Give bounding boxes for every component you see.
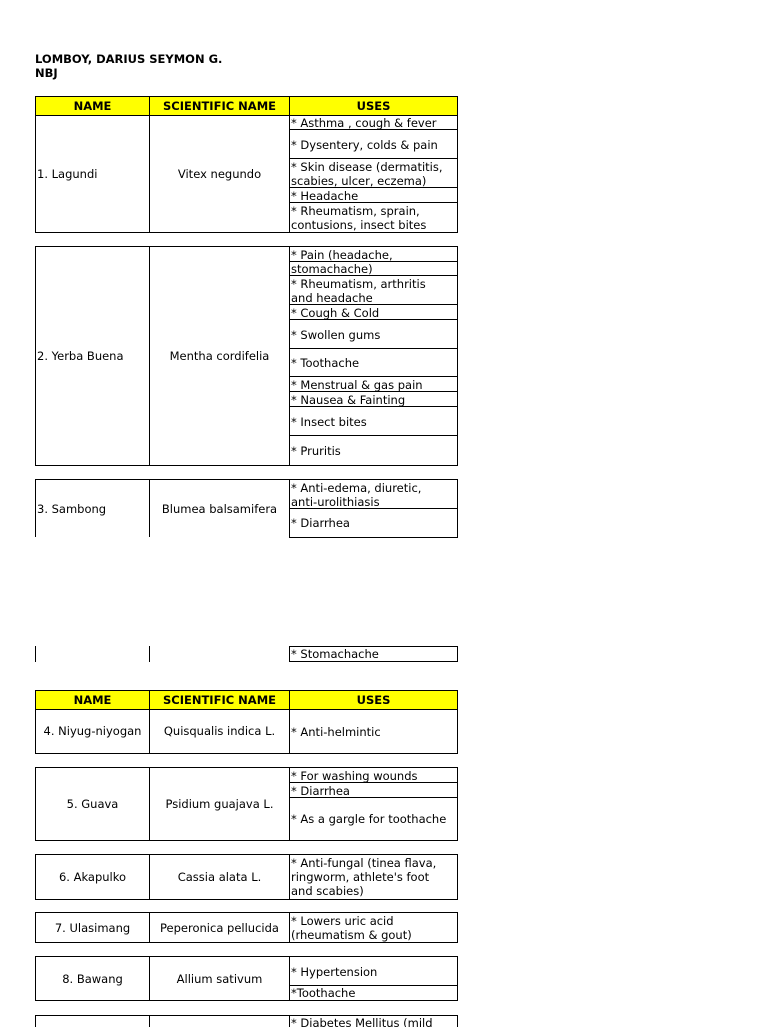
scientific-name: Vitex negundo (149, 115, 290, 233)
scientific-name: Peperonica pellucida (149, 912, 290, 943)
use-item: * Hypertension (289, 956, 458, 986)
use-item: * Skin disease (dermatitis, scabies, ulcer, eczema) (289, 158, 458, 188)
column-header-uses: USES (289, 690, 458, 710)
plant-name: 5. Guava (35, 767, 150, 841)
student-section: NBJ (35, 66, 58, 80)
use-item: * Headache (289, 187, 458, 203)
column-header-name: NAME (35, 96, 150, 116)
document-header (35, 52, 222, 80)
use-item: * Stomachache (289, 646, 458, 662)
plant-name: 3. Sambong (35, 479, 150, 537)
use-item: * Asthma , cough & fever (289, 115, 458, 130)
use-item: *Toothache (289, 985, 458, 1001)
use-item: * Diarrhea (289, 782, 458, 798)
scientific-name: Allium sativum (149, 956, 290, 1001)
scientific-name: Cassia alata L. (149, 854, 290, 900)
use-item: * Anti-helmintic (289, 709, 458, 754)
scientific-name: Quisqualis indica L. (149, 709, 290, 754)
use-item: * Menstrual & gas pain (289, 376, 458, 392)
plant-name: 7. Ulasimang (35, 912, 150, 943)
use-item: * Insect bites (289, 406, 458, 436)
scientific-name: Blumea balsamifera (149, 479, 290, 537)
scientific-name: Mentha cordifelia (149, 246, 290, 466)
plant-name: 2. Yerba Buena (35, 246, 150, 466)
use-item: * Nausea & Fainting (289, 391, 458, 407)
use-item: * Toothache (289, 348, 458, 377)
use-item: * Rheumatism, arthritis and headache (289, 275, 458, 305)
use-item: * Dysentery, colds & pain (289, 129, 458, 159)
use-item: * Pruritis (289, 435, 458, 466)
plant-name-continuation (35, 646, 150, 662)
use-item: * Anti-fungal (tinea flava, ringworm, athlete's foot and scabies) (289, 854, 458, 900)
plant-name: 8. Bawang (35, 956, 150, 1001)
column-header-uses: USES (289, 96, 458, 116)
scientific-name-continuation (149, 646, 290, 662)
use-item: * Pain (headache, stomachache) (289, 246, 458, 276)
student-name: LOMBOY, DARIUS SEYMON G. (35, 52, 223, 66)
use-item: * Rheumatism, sprain, contusions, insect bites (289, 202, 458, 233)
scientific-name: Psidium guajava L. (149, 767, 290, 841)
use-item: * Cough & Cold (289, 304, 458, 320)
use-item: * Anti-edema, diuretic, anti-urolithiasis (289, 479, 458, 509)
scientific-name (149, 1015, 290, 1027)
column-header-scientific: SCIENTIFIC NAME (149, 96, 290, 116)
use-item: * Lowers uric acid (rheumatism & gout) (289, 912, 458, 943)
use-item: * For washing wounds (289, 767, 458, 783)
use-item: * Diarrhea (289, 508, 458, 538)
plant-name: 4. Niyug-niyogan (35, 709, 150, 754)
plant-name: 6. Akapulko (35, 854, 150, 900)
plant-name: 1. Lagundi (35, 115, 150, 233)
column-header-name: NAME (35, 690, 150, 710)
use-item: * Swollen gums (289, 319, 458, 349)
column-header-scientific: SCIENTIFIC NAME (149, 690, 290, 710)
row-divider (289, 261, 458, 262)
use-item: * Diabetes Mellitus (mild (289, 1015, 458, 1027)
plant-name (35, 1015, 150, 1027)
use-item: * As a gargle for toothache (289, 797, 458, 841)
